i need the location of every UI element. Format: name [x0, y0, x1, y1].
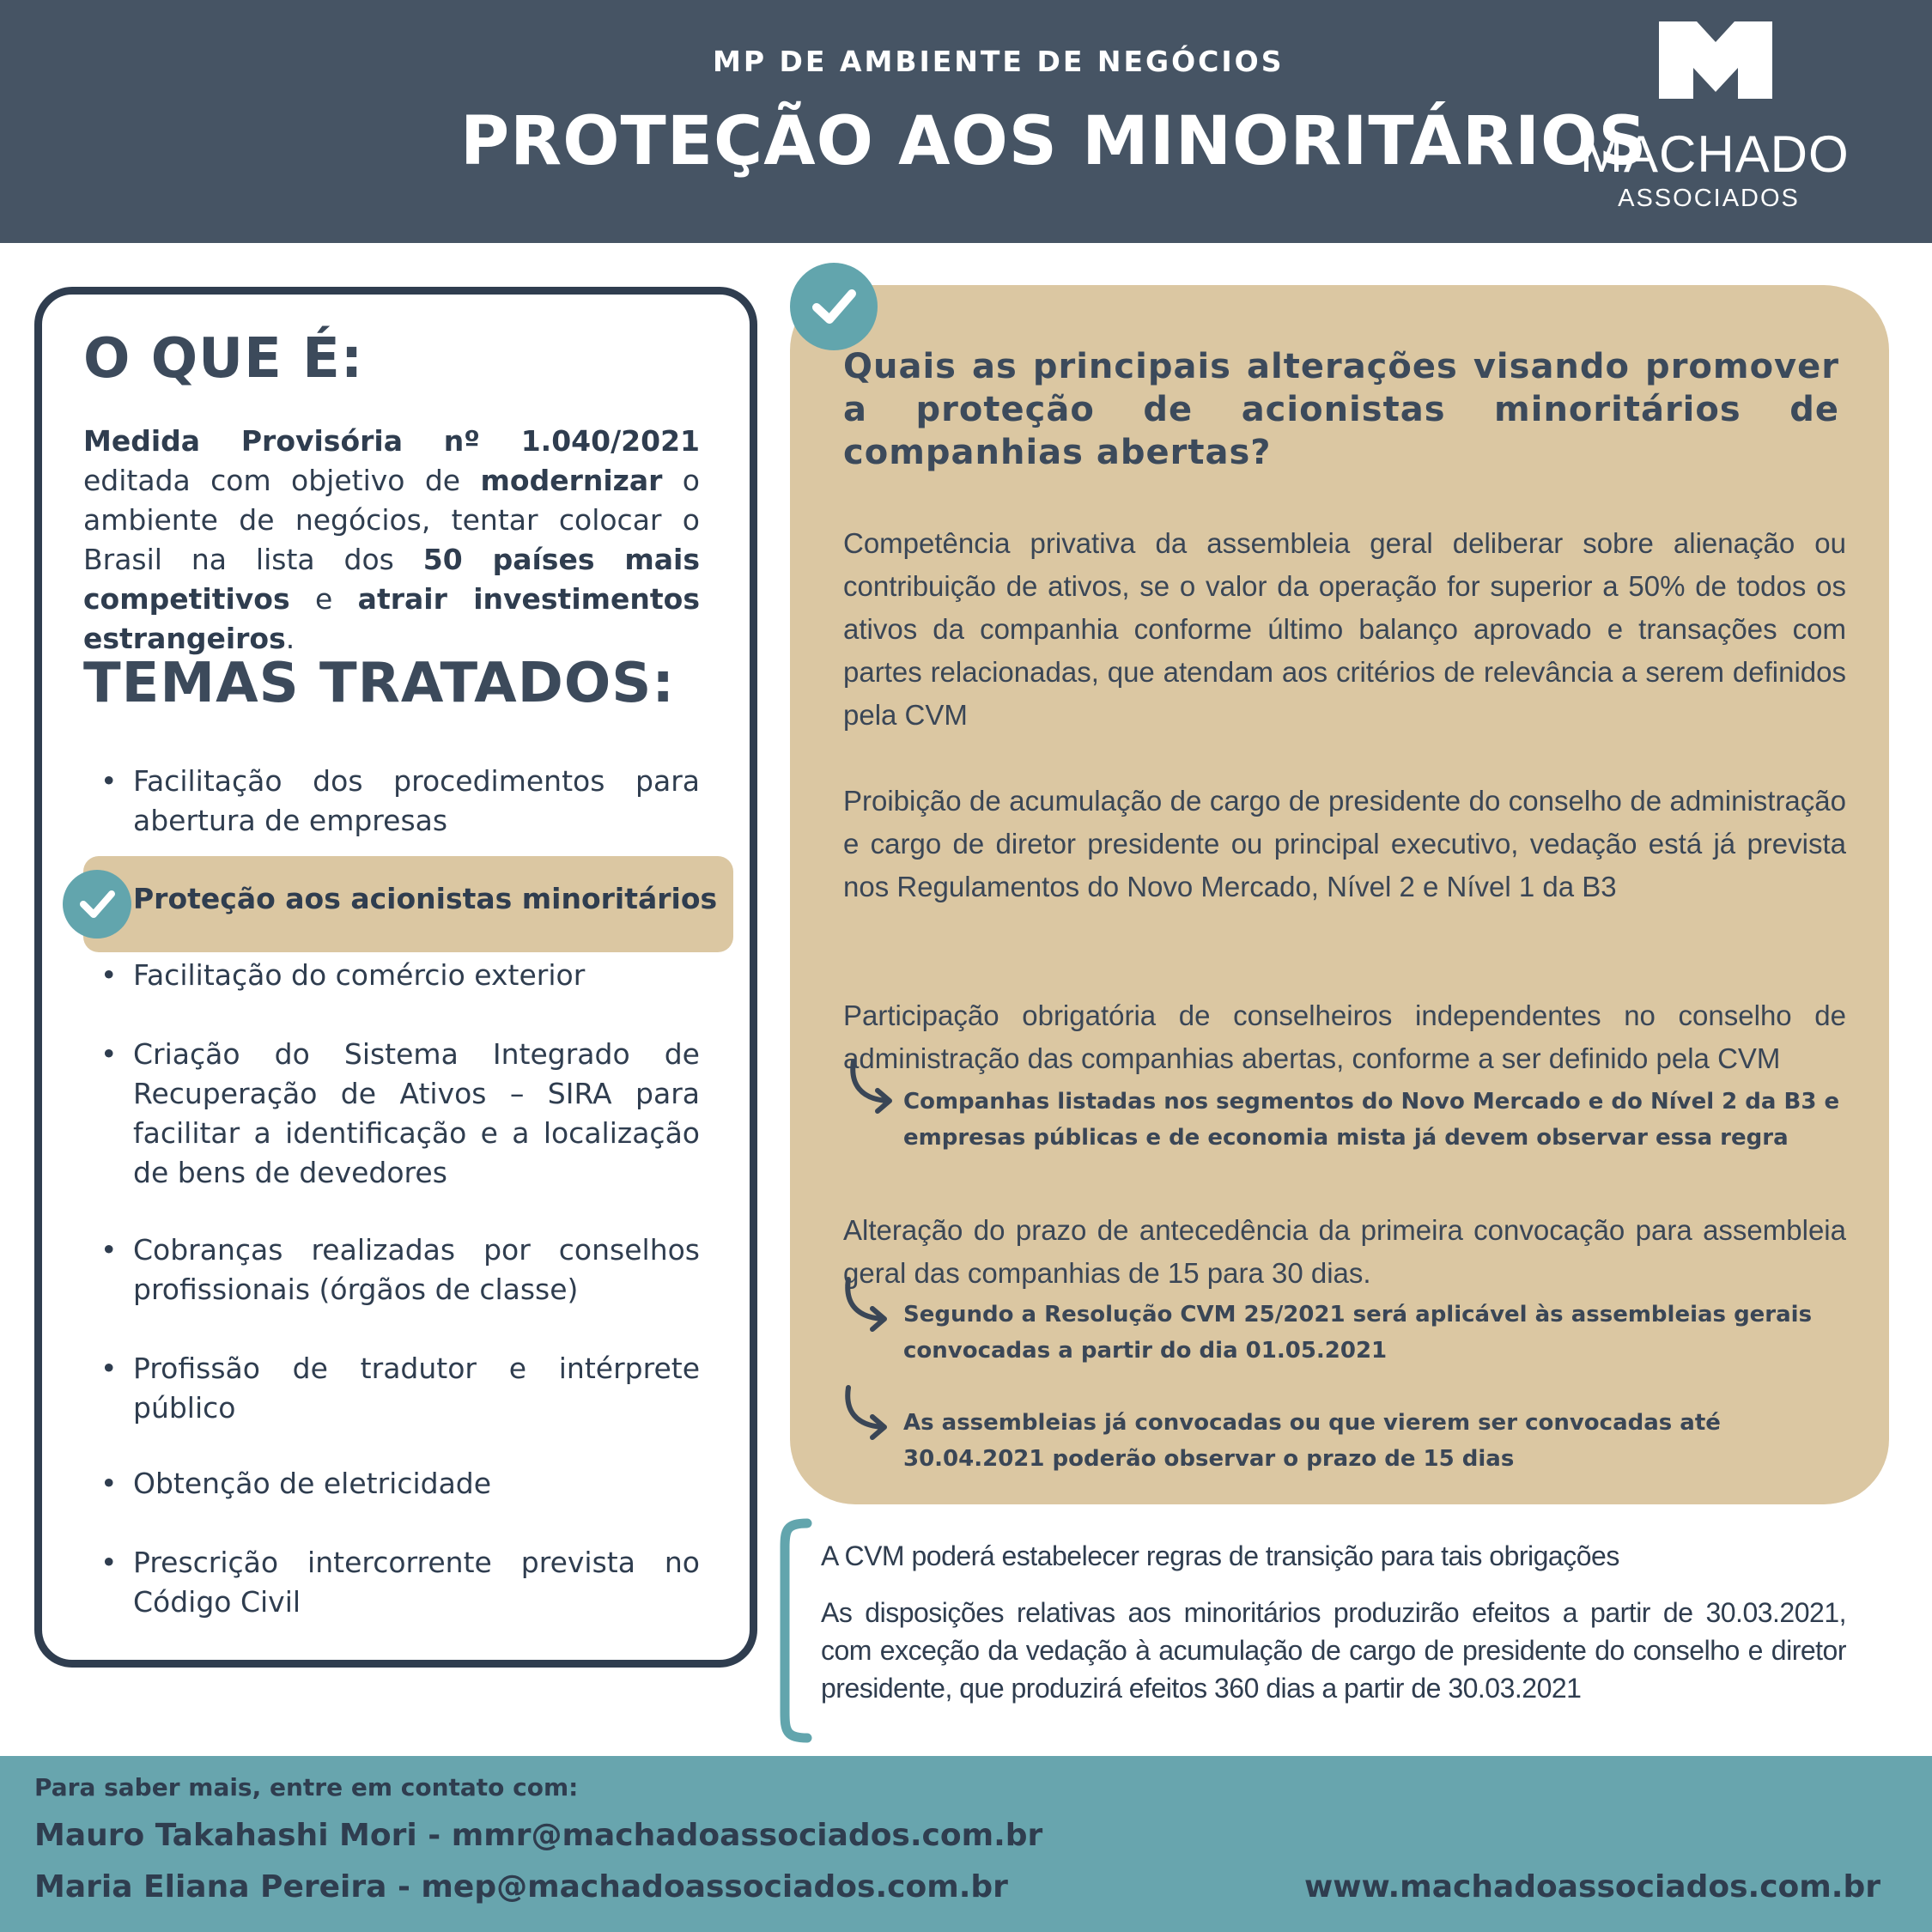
- alteration-paragraph: Proibição de acumulação de cargo de presidente do conselho de administração e cargo de diretor presidente ou principal executivo, vedação está já prevista nos Regulamentos do Novo Mercado, Nível 2 e Nível 1 da B3: [843, 785, 1846, 902]
- curved-arrow-icon: [840, 1276, 900, 1336]
- alteration-paragraph: Competência privativa da assembleia geral deliberar sobre alienação ou contribuição de ativos, se o valor da operação for superior a 50% de todos os ativos da companhia conforme último balanço aprovado e transações com partes relacionadas, que atendam aos critérios de relevância a serem definidos pela CVM: [843, 527, 1846, 731]
- logo-subtitle: ASSOCIADOS: [1618, 185, 1800, 212]
- topic-item: [83, 1543, 700, 1622]
- bullet-icon: •: [100, 958, 118, 992]
- logo-m-mark-icon: [1659, 21, 1772, 99]
- contact-footer: [0, 1756, 1932, 1932]
- page-title: PROTEÇÃO AOS MINORITÁRIOS: [460, 103, 1648, 180]
- topic-item: [83, 1035, 700, 1193]
- transition-note: A CVM poderá estabelecer regras de transição para tais obrigações: [821, 1540, 1619, 1571]
- topic-label: Facilitação dos procedimentos para abertura de empresas: [133, 764, 700, 837]
- contact-link[interactable]: Maria Eliana Pereira - mep@machadoassociados.com.br: [34, 1869, 1008, 1905]
- alteration-note: Segundo a Resolução CVM 25/2021 será aplicável às assembleias gerais convocadas a partir do dia 01.05.2021: [903, 1302, 1813, 1364]
- bullet-icon: •: [100, 1352, 118, 1385]
- topic-item: [83, 762, 700, 841]
- topic-label: Cobranças realizadas por conselhos profissionais (órgãos de classe): [133, 1233, 700, 1306]
- topics-heading: TEMAS TRATADOS:: [83, 652, 675, 715]
- effective-date-note: As disposições relativas aos minoritários produzirão efeitos a partir de 30.03.2021, com exceção da vedação à acumulação de cargo de presidente do conselho e diretor presidente, que produzirá efeitos 360 dias a partir de 30.03.2021: [821, 1597, 1846, 1704]
- topic-label: Proteção aos acionistas minoritários: [133, 882, 718, 915]
- topic-label: Profissão de tradutor e intérprete público: [133, 1352, 700, 1425]
- bracket-icon: [775, 1518, 816, 1743]
- bullet-icon: •: [100, 1546, 118, 1579]
- topic-label: Criação do Sistema Integrado de Recuperação de Ativos – SIRA para facilitar a identificação e a localização de bens de devedores: [133, 1037, 700, 1189]
- topic-label: Prescrição intercorrente prevista no Código Civil: [133, 1546, 700, 1619]
- contact-intro: Para saber mais, entre em contato com:: [34, 1773, 579, 1801]
- bullet-icon: •: [100, 1233, 118, 1267]
- header-banner: [0, 0, 1932, 243]
- what-text-part: .: [285, 622, 295, 655]
- bullet-icon: •: [100, 1037, 118, 1071]
- what-description: [83, 422, 700, 659]
- topic-label: Facilitação do comércio exterior: [133, 958, 586, 992]
- alteration-note: Companhas listadas nos segmentos do Novo Mercado e do Nível 2 da B3 e empresas públicas e de economia mista já devem observar essa regra: [903, 1089, 1840, 1151]
- alteration-paragraph: Alteração do prazo de antecedência da primeira convocação para assembleia geral das companhias de 15 para 30 dias.: [843, 1214, 1846, 1289]
- what-text-part: editada com objetivo de: [83, 464, 481, 497]
- header-kicker: MP DE AMBIENTE DE NEGÓCIOS: [713, 45, 1285, 78]
- what-text-part: modernizar: [480, 464, 663, 497]
- topic-item: [83, 1349, 700, 1428]
- website-link[interactable]: www.machadoassociados.com.br: [1304, 1869, 1880, 1905]
- machado-logo[interactable]: [1580, 21, 1855, 219]
- check-circle-icon: [790, 263, 878, 350]
- bullet-icon: •: [100, 764, 118, 798]
- what-text-part: e: [289, 582, 358, 616]
- what-text-part: atrair investimentos estrangeiros: [83, 582, 700, 655]
- panel-question: Quais as principais alterações visando promover a proteção de acionistas minoritários de companhias abertas?: [843, 347, 1839, 472]
- topic-label: Obtenção de eletricidade: [133, 1467, 492, 1500]
- contact-link[interactable]: Mauro Takahashi Mori - mmr@machadoassociados.com.br: [34, 1818, 1043, 1853]
- topic-item: [83, 1464, 700, 1504]
- left-info-card: [34, 287, 757, 1668]
- logo-name: MACHADO: [1580, 125, 1850, 183]
- topic-item: [83, 1230, 700, 1309]
- alteration-paragraph: Participação obrigatória de conselheiros independentes no conselho de administração das companhias abertas, conforme a ser definido pela CVM: [843, 999, 1846, 1074]
- what-text-part: o ambiente de negócios, tentar colocar o Brasil na lista dos: [83, 464, 700, 576]
- check-circle-icon: [63, 870, 131, 939]
- bullet-icon: •: [100, 1467, 118, 1500]
- what-text-part: 50 países mais competitivos: [83, 543, 700, 616]
- alteration-note: As assembleias já convocadas ou que vierem ser convocadas até 30.04.2021 poderão observar o prazo de 15 dias: [903, 1410, 1721, 1472]
- curved-arrow-icon: [840, 1384, 900, 1444]
- curved-arrow-icon: [845, 1058, 905, 1118]
- topic-item: [83, 956, 700, 995]
- topic-item-highlighted: [83, 856, 733, 952]
- what-heading: O QUE É:: [83, 327, 364, 391]
- what-text-part: Medida Provisória nº 1.040/2021: [83, 424, 700, 458]
